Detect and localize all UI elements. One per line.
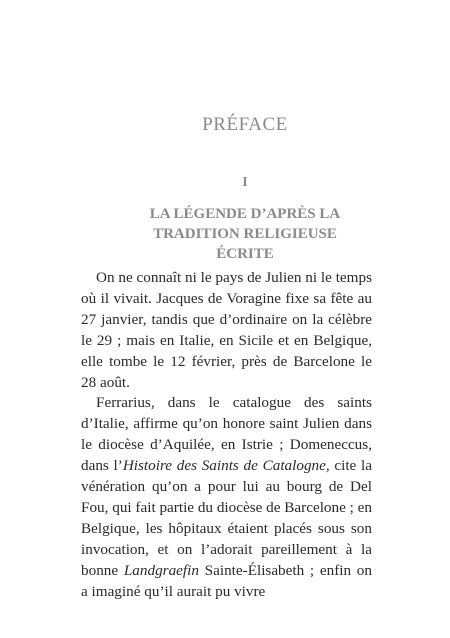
italic-text: Histoire des Saints de Catalogne, [122, 457, 330, 475]
text-segment: Ferrarius, dans le catalogue des saints d’Italie, affirme qu’on honore saint Julien dans le diocèse d’Aquilée, en Istrie ; Domeneccus, dans l’ [81, 394, 372, 475]
section-number: I [242, 175, 248, 190]
text-segment: Sainte-Élisabeth ; enfin on a imaginé qu’il aurait pu vivre [81, 561, 372, 600]
section-heading-line: ÉCRITE [216, 246, 274, 262]
section-heading-line: TRADITION RELIGIEUSE [153, 226, 337, 242]
section-heading [0, 204, 450, 264]
paragraph [81, 268, 372, 393]
page-title: PRÉFACE [202, 114, 288, 135]
section-heading-line: LA LÉGENDE D’APRÈS LA [149, 206, 341, 222]
text-segment: On ne connaît ni le pays de Julien ni le temps où il vivait. Jacques de Voragine fixe sa fête au 27 janvier, tandis que d’ordinaire on la célèbre le 29 ; mais en Italie, en Sicile et en Belgique, elle tombe le 12 février, près de Barcelone le 28 août. [81, 269, 372, 391]
body-text [81, 268, 372, 603]
paragraph [81, 393, 372, 602]
text-segment: cite la vénération qu’on a pour lui au bourg de Del Fou, qui fait partie du diocèse de Barcelone ; en Belgique, les hôpitaux étaient placés sous son invocation, et on l’adorait pareillement à la bonne [81, 457, 372, 579]
italic-text: Landgraefin [123, 561, 199, 579]
